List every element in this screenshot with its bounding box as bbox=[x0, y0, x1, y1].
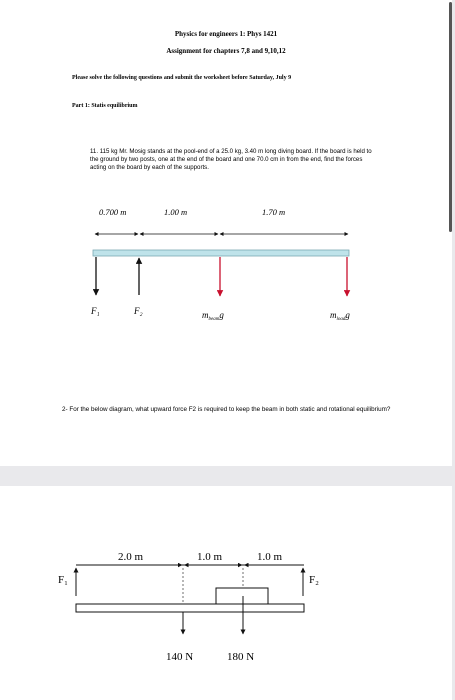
assignment-title: Assignment for chapters 7,8 and 9,10,12 bbox=[166, 47, 286, 55]
question-2-text: 2- For the below diagram, what upward force F2 is required to keep the beam in both static and rotational equilibrium? bbox=[62, 406, 391, 413]
dim-label-0700: 0.700 m bbox=[99, 207, 127, 217]
f1-label: F₁ bbox=[91, 306, 100, 316]
q2-f2-label: F₂ bbox=[309, 574, 319, 586]
dim-label-1m-a: 1.0 m bbox=[197, 551, 223, 563]
dim-label-1m-b: 1.0 m bbox=[257, 551, 283, 563]
question-11-text: 11. 115 kg Mr. Mosig stands at the pool-end of a 25.0 kg, 3.40 m long diving board. If the board is held to the ground by two posts, one at the end of the board and one 70.0 cm in from the end, find the forces acting on the board by each of the supports. bbox=[90, 148, 372, 171]
q2-beam bbox=[76, 604, 304, 612]
scrollbar[interactable] bbox=[449, 2, 452, 232]
q2-f1-label: F₁ bbox=[58, 574, 68, 586]
beam-diagram bbox=[0, 486, 452, 700]
part-title: Part 1: Statis equilibrium bbox=[72, 103, 138, 109]
instructions: Please solve the following questions and submit the worksheet before Saturday, July 9 bbox=[72, 75, 292, 81]
mbeam-g-label: $m_{beam}g$ bbox=[202, 310, 224, 322]
force-180n-label: 180 N bbox=[227, 651, 255, 663]
diving-board bbox=[93, 250, 349, 256]
mload-g-label: $m_{load}g$ bbox=[330, 310, 350, 322]
dim-label-100: 1.00 m bbox=[164, 207, 188, 217]
course-title: Physics for engineers 1: Phys 1421 bbox=[174, 30, 278, 38]
load-box bbox=[216, 588, 268, 604]
dim-label-2m: 2.0 m bbox=[118, 551, 144, 563]
worksheet-page-2 bbox=[0, 486, 452, 700]
dim-label-170: 1.70 m bbox=[262, 207, 286, 217]
f2-label: F₂ bbox=[134, 306, 143, 316]
force-140n-label: 140 N bbox=[166, 651, 194, 663]
